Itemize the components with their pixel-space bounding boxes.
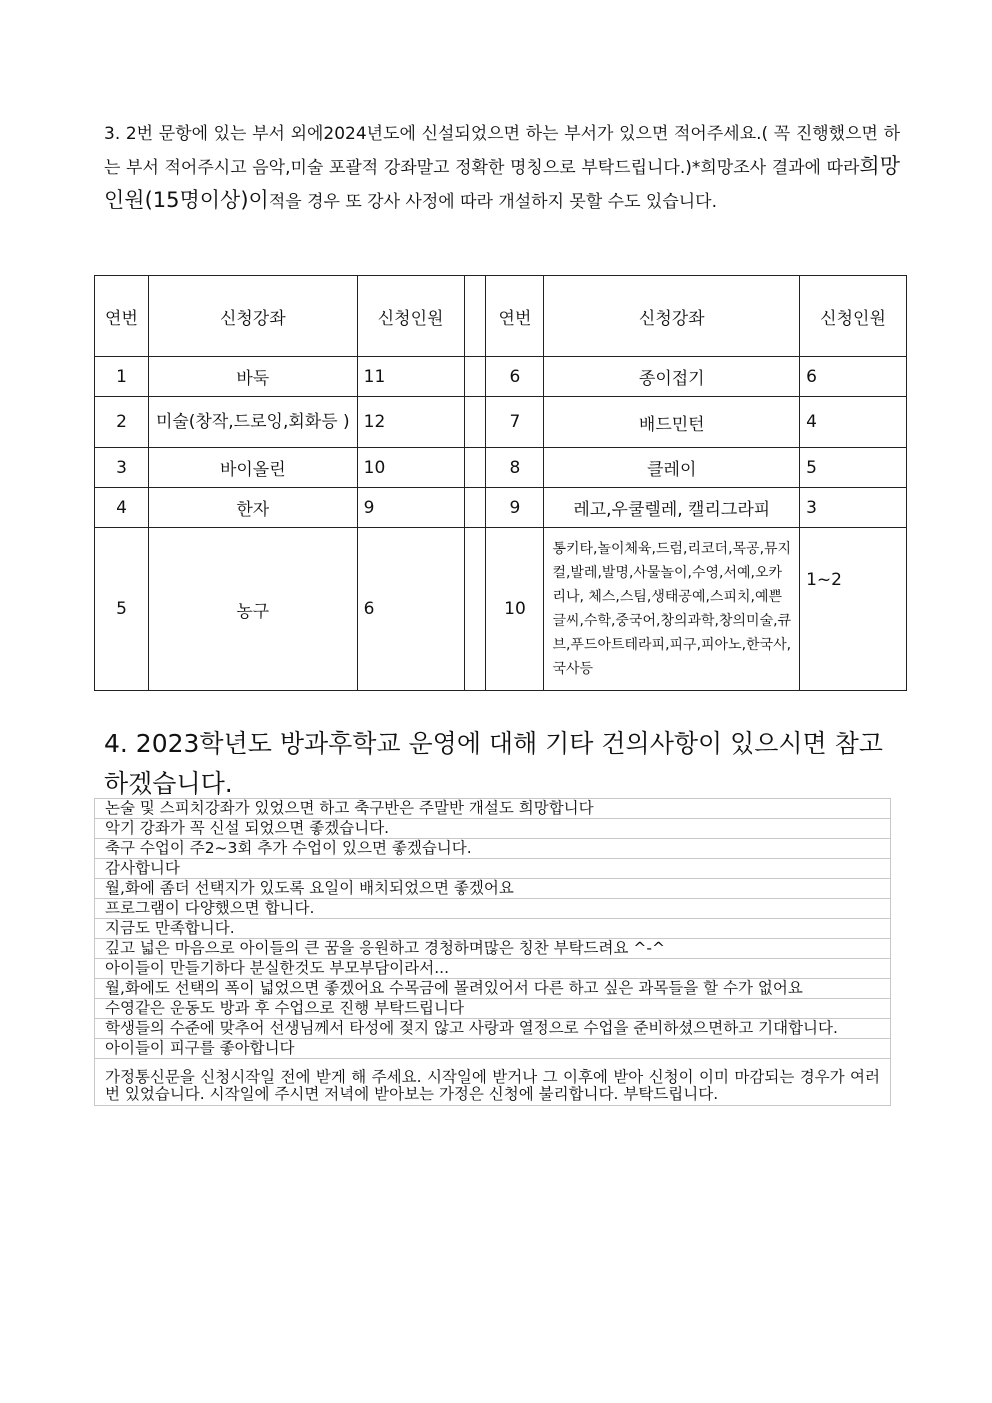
row-count: 6 [357,528,464,691]
column-gap [464,488,486,528]
column-gap [464,448,486,488]
table-row [95,999,891,1019]
answer-cell: 지금도 만족합니다. [95,919,891,939]
answer-cell: 논술 및 스피치강좌가 있었으면 하고 축구반은 주말반 개설도 희망합니다 [95,799,891,819]
header-count: 신청인원 [800,276,907,357]
row-count: 12 [357,397,464,448]
table-row [95,959,891,979]
row-count: 6 [800,357,907,397]
table-row [95,448,907,488]
row-course-list: 통키타,놀이체육,드럼,리코더,목공,뮤지컬,발레,발명,사물놀이,수영,서예,오카리나, 체스,스팀,생태공예,스피치,예쁜글씨,수학,중국어,창의과학,창의미술,큐브,푸드아트테라피,피구,피아노,한국사,국사등 [544,528,800,691]
answer-cell: 수영같은 운동도 방과 후 수업으로 진행 부탁드립니다 [95,999,891,1019]
header-no: 연번 [95,276,149,357]
column-gap [464,397,486,448]
header-count: 신청인원 [357,276,464,357]
row-no: 9 [486,488,544,528]
table-row [95,528,907,691]
row-course: 배드민턴 [544,397,800,448]
answer-cell: 월,화에 좀더 선택지가 있도록 요일이 배치되었으면 좋겠어요 [95,879,891,899]
table-row [95,1039,891,1059]
table-row [95,799,891,819]
row-no: 8 [486,448,544,488]
row-count: 1~2 [800,528,907,691]
row-no: 4 [95,488,149,528]
answer-cell: 감사합니다 [95,859,891,879]
row-no: 6 [486,357,544,397]
answer-cell: 악기 강좌가 꼭 신설 되었으면 좋겠습니다. [95,819,891,839]
row-count: 5 [800,448,907,488]
question-4-title: 4. 2023학년도 방과후학교 운영에 대해 기타 건의사항이 있으시면 참고 하겠습니다. [104,729,883,798]
header-no: 연번 [486,276,544,357]
row-count: 3 [800,488,907,528]
row-course: 레고,우쿨렐레, 캘리그라피 [544,488,800,528]
answer-cell: 아이들이 만들기하다 분실한것도 부모부담이라서... [95,959,891,979]
row-course: 바이올린 [148,448,357,488]
suggestions-table [94,798,891,1106]
row-no: 5 [95,528,149,691]
table-row [95,397,907,448]
row-no: 2 [95,397,149,448]
table-row [95,1059,891,1106]
question-3-part2: 적을 경우 또 강사 사정에 따라 개설하지 못할 수도 있습니다. [268,192,717,212]
row-course: 종이접기 [544,357,800,397]
table-header-row [95,276,907,357]
row-course: 미술(창작,드로잉,회화등 ) [148,397,357,448]
table-row [95,879,891,899]
table-row [95,1019,891,1039]
header-course: 신청강좌 [148,276,357,357]
row-count: 10 [357,448,464,488]
course-request-table [94,275,907,691]
row-count: 11 [357,357,464,397]
answer-cell: 월,화에도 선택의 폭이 넓었으면 좋겠어요 수목금에 몰려있어서 다른 하고 싶은 과목들을 할 수가 없어요 [95,979,891,999]
answer-cell: 프로그램이 다양했으면 합니다. [95,899,891,919]
column-gap [464,276,486,357]
answer-cell: 깊고 넓은 마음으로 아이들의 큰 꿈을 응원하고 경청하며많은 칭찬 부탁드려요 ^-^ [95,939,891,959]
answer-cell: 가정통신문을 신청시작일 전에 받게 해 주세요. 시작일에 받거나 그 이후에 받아 신청이 이미 마감되는 경우가 여러번 있었습니다. 시작일에 주시면 저녁에 받아보는 가정은 신청에 불리합니다. 부탁드립니다. [95,1059,891,1106]
row-course: 클레이 [544,448,800,488]
table-row [95,859,891,879]
column-gap [464,357,486,397]
row-no: 10 [486,528,544,691]
table-row [95,919,891,939]
table-row [95,939,891,959]
table-row [95,357,907,397]
table-row [95,488,907,528]
question-3-emphasis: 희망인원(15명이상)이 [104,154,900,212]
row-course: 한자 [148,488,357,528]
table-row [95,819,891,839]
answer-cell: 학생들의 수준에 맞추어 선생님께서 타성에 젖지 않고 사랑과 열정으로 수업을 준비하셨으면하고 기대합니다. [95,1019,891,1039]
row-count: 9 [357,488,464,528]
row-count: 4 [800,397,907,448]
header-course: 신청강좌 [544,276,800,357]
answer-cell: 아이들이 피구를 좋아합니다 [95,1039,891,1059]
table-row [95,839,891,859]
row-no: 7 [486,397,544,448]
column-gap [464,528,486,691]
row-course: 농구 [148,528,357,691]
answer-cell: 축구 수업이 주2~3회 추가 수업이 있으면 좋겠습니다. [95,839,891,859]
question-3-part1: 3. 2번 문항에 있는 부서 외에2024년도에 신설되었으면 하는 부서가 있으면 적어주세요.( 꼭 진행했으면 하는 부서 적어주시고 음악,미술 포괄적 강좌말고 정확한 명칭으로 부탁드립니다.)*희망조사 결과에 따라 [104,124,900,178]
row-no: 3 [95,448,149,488]
row-course: 바둑 [148,357,357,397]
row-no: 1 [95,357,149,397]
table-row [95,979,891,999]
table-row [95,899,891,919]
question-3-text [104,118,900,218]
